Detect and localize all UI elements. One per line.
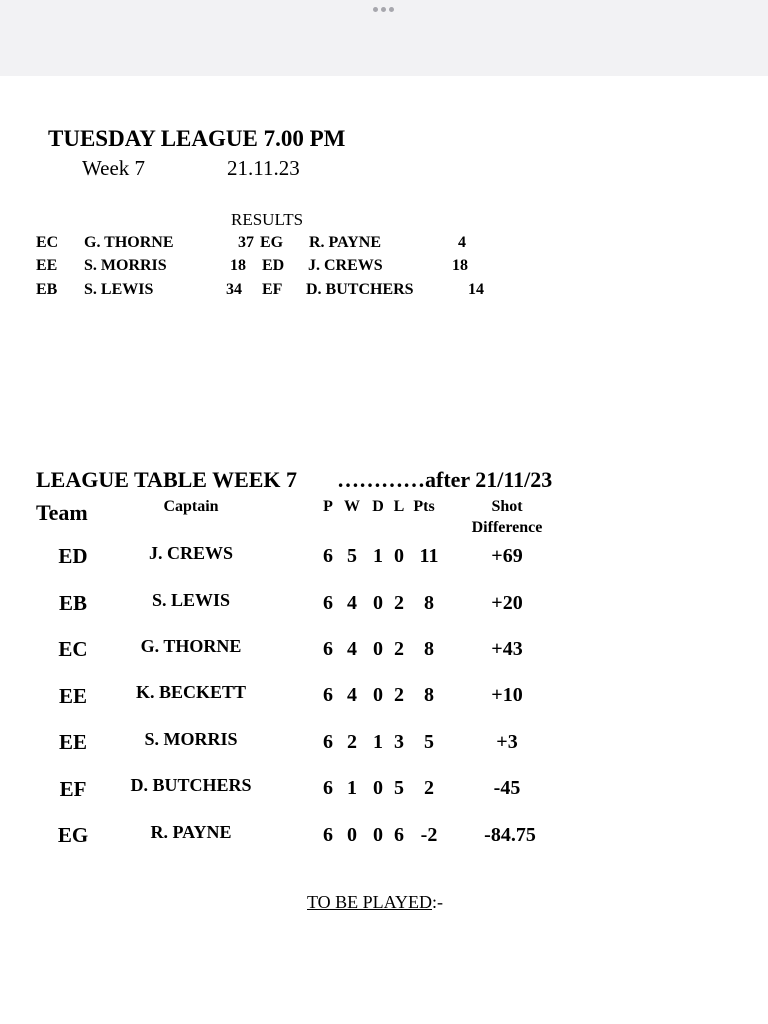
won-value: 2 [347,731,357,753]
shot-difference-value: +10 [491,684,523,706]
shot-difference-value: +20 [491,592,523,614]
lost-value: 2 [394,592,404,614]
shot-difference-value: +69 [491,545,523,567]
week-label: Week 7 [82,156,146,180]
away-team: EF [262,281,283,298]
lost-value: 3 [394,731,404,753]
won-value: 4 [347,684,357,706]
played-value: 6 [323,824,333,846]
captain-name: K. BECKETT [135,682,247,702]
home-captain: G. THORNE [84,234,174,251]
shot-difference-value: -45 [493,777,521,799]
page-title: TUESDAY LEAGUE 7.00 PM [48,126,346,151]
home-score: 37 [238,234,254,251]
drawn-value: 0 [373,592,383,614]
shot-difference-value: +43 [491,638,523,660]
won-value: 4 [347,592,357,614]
team-code: EG [57,823,89,847]
away-score: 18 [452,257,468,274]
league-table-after-date: …………after 21/11/23 [337,467,553,492]
points-column-header: Pts [413,498,435,515]
home-team: EB [36,281,58,298]
captain-name: R. PAYNE [150,822,232,842]
home-team: EE [36,257,58,274]
captain-name: G. THORNE [140,636,242,656]
captain-name: D. BUTCHERS [130,775,252,795]
home-score: 18 [230,257,246,274]
drawn-column-header: D [372,498,384,515]
points-value: 8 [424,684,434,706]
captain-name: S. MORRIS [144,729,238,749]
home-team: EC [36,234,59,251]
lost-column-header: L [393,498,405,515]
captain-name: S. LEWIS [151,590,231,610]
drawn-value: 1 [373,731,383,753]
captain-name: J. CREWS [148,543,234,563]
won-value: 4 [347,638,357,660]
played-value: 6 [323,545,333,567]
away-captain: R. PAYNE [309,234,382,251]
captain-column-header: Captain [163,498,219,515]
team-code: EC [58,637,88,661]
team-column-header: Team [36,500,88,525]
more-options-icon[interactable] [373,7,395,13]
away-captain: D. BUTCHERS [306,281,414,298]
drawn-value: 0 [373,777,383,799]
home-captain: S. LEWIS [84,281,154,298]
played-column-header: P [323,498,333,515]
team-code: EE [58,730,88,754]
shot-column-header-line1: Shot [491,498,523,515]
played-value: 6 [323,684,333,706]
drawn-value: 0 [373,638,383,660]
team-code: ED [58,544,88,568]
league-table-title: LEAGUE TABLE WEEK 7 [36,467,298,492]
viewer-top-bar [0,0,768,76]
points-value: 5 [424,731,434,753]
away-team: ED [262,257,285,274]
team-code: EF [59,777,87,801]
team-code: EE [58,684,88,708]
points-value: 11 [419,545,439,567]
played-value: 6 [323,777,333,799]
lost-value: 2 [394,684,404,706]
points-value: 8 [424,638,434,660]
lost-value: 2 [394,638,404,660]
points-value: 2 [424,777,434,799]
to-be-played-label: TO BE PLAYED [307,892,433,912]
to-be-played-suffix: :- [432,892,444,912]
away-score: 14 [468,281,484,298]
shot-difference-value: -84.75 [484,824,536,846]
date-label: 21.11.23 [227,156,300,180]
home-captain: S. MORRIS [84,257,167,274]
shot-difference-value: +3 [496,731,518,753]
won-value: 5 [347,545,357,567]
drawn-value: 0 [373,684,383,706]
home-score: 34 [226,281,242,298]
team-code: EB [58,591,88,615]
away-score: 4 [458,234,466,251]
won-value: 1 [347,777,357,799]
played-value: 6 [323,592,333,614]
results-heading: RESULTS [231,210,304,229]
points-value: -2 [420,824,438,846]
lost-value: 0 [394,545,404,567]
away-team: EG [260,234,284,251]
played-value: 6 [323,731,333,753]
points-value: 8 [424,592,434,614]
drawn-value: 1 [373,545,383,567]
to-be-played-heading [307,892,443,913]
lost-value: 6 [394,824,404,846]
won-column-header: W [344,498,360,515]
played-value: 6 [323,638,333,660]
away-captain: J. CREWS [308,257,383,274]
lost-value: 5 [394,777,404,799]
drawn-value: 0 [373,824,383,846]
shot-column-header-line2: Difference [471,519,543,536]
won-value: 0 [347,824,357,846]
